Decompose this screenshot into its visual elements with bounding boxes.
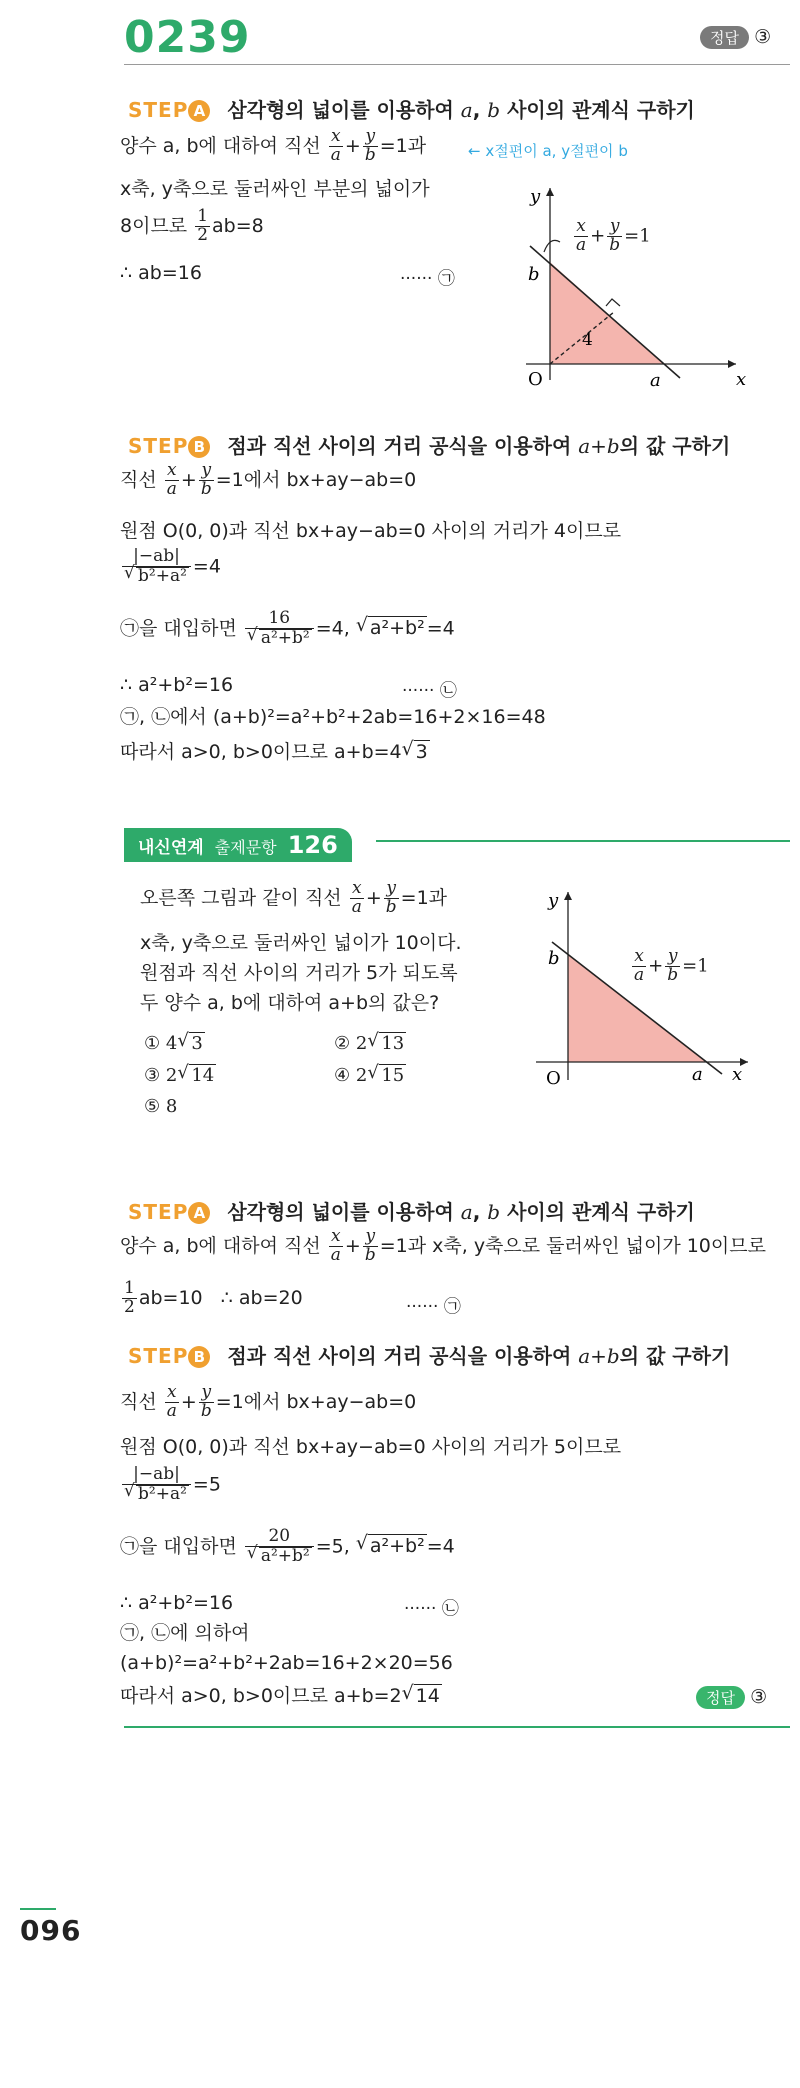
step-tag: STEP <box>128 98 189 122</box>
q-line3: 원점과 직선 사이의 거리가 5가 되도록 <box>140 962 458 984</box>
arrow-left-icon: ← <box>468 142 481 160</box>
choice-coef: 2 <box>355 1033 368 1054</box>
p2-b-line1 <box>120 1384 416 1421</box>
step-title-sep: , <box>472 1200 481 1224</box>
marker-1: ······ ㉠ <box>406 1297 461 1317</box>
p1-b-line4 <box>120 610 455 648</box>
answer-badge <box>700 26 771 49</box>
p1-b-line1 <box>120 462 416 499</box>
step-letter-a: A <box>188 100 210 122</box>
p2-b-line5: ∴ a²+b²=16 <box>120 1592 234 1614</box>
x-axis-label: x <box>732 1064 743 1085</box>
fraction-y-over-b: $\frac{y}{b}$ <box>609 216 621 255</box>
fraction-y-over-b: $\frac{y}{b}$ <box>667 946 679 985</box>
fraction-x-over-a: $\frac{x}{a}$ <box>576 216 587 255</box>
part1-step-b-title <box>128 430 730 459</box>
choice-num: ① <box>144 1033 161 1054</box>
step-title-text: 의 값 구하기 <box>619 1344 731 1368</box>
linked-rule <box>376 840 790 842</box>
plus: + <box>590 225 606 247</box>
choice-num: ④ <box>334 1065 351 1086</box>
p1-a-line2: x축, y축으로 둘러싸인 부분의 넓이가 <box>120 178 430 200</box>
choice-1[interactable] <box>144 1032 205 1054</box>
sqrt-expression: √ 3 <box>402 740 430 764</box>
answer-label: 정답 <box>700 26 749 49</box>
step-letter-b: B <box>188 436 210 458</box>
text: ㉠을 대입하면 <box>120 617 237 640</box>
p1-b-line7 <box>120 740 430 764</box>
text: =1과 <box>379 134 427 157</box>
q-line4: 두 양수 a, b에 대하여 a+b의 값은? <box>140 992 440 1014</box>
figure-1-graph <box>504 180 754 410</box>
x-axis-arrow <box>728 360 736 368</box>
part2-step-a-title <box>128 1196 695 1225</box>
text: =5, <box>315 1535 350 1558</box>
fraction-one-half: $\frac{1}{2}$ <box>124 1278 135 1317</box>
step-title-text: 삼각형의 넓이를 이용하여 <box>227 98 454 122</box>
y-axis-label: y <box>530 186 541 207</box>
text: =4, <box>315 617 350 640</box>
figure-2-graph <box>522 886 762 1086</box>
header-rule <box>124 64 790 65</box>
text: =1 <box>682 955 709 977</box>
text: =5 <box>192 1473 221 1496</box>
p2-a-line2 <box>120 1280 303 1317</box>
part1-step-a-title <box>128 94 695 123</box>
p2-b-line7: (a+b)²=a²+b²+2ab=16+2×20=56 <box>120 1652 453 1674</box>
choice-sqrt: √ 14 <box>177 1064 216 1086</box>
p2-b-line3 <box>120 1466 221 1504</box>
answer-label: 정답 <box>696 1686 745 1709</box>
step-title-text: 점과 직선 사이의 거리 공식을 이용하여 <box>227 434 572 458</box>
fraction-y-over-b: $\frac{y}{b}$ <box>364 1226 376 1265</box>
text: 오른쪽 그림과 같이 직선 <box>140 886 342 909</box>
fraction-distance: |−ab| √ b²+a² <box>122 1466 191 1504</box>
p1-a-line1 <box>120 128 426 165</box>
problem-number: 0239 <box>124 12 251 63</box>
intercept-annotation <box>468 140 628 161</box>
b-intercept-label: b <box>548 948 560 969</box>
choice-coef: 4 <box>165 1033 178 1054</box>
x-axis-label: x <box>736 369 747 390</box>
q-line2: x축, y축으로 둘러싸인 넓이가 10이다. <box>140 932 462 954</box>
text: =4 <box>192 555 221 578</box>
fraction-y-over-b: $\frac{y}{b}$ <box>385 878 397 917</box>
sqrt-expression: √ a²+b² <box>356 1534 427 1558</box>
figure-2-equation <box>630 948 709 985</box>
plus: + <box>648 955 664 977</box>
part2-step-b-title <box>128 1340 730 1369</box>
fraction-substituted: 20 √ a²+b² <box>245 1528 314 1566</box>
fraction-y-over-b: $\frac{y}{b}$ <box>200 1382 212 1421</box>
step-title-text: 사이의 관계식 구하기 <box>507 98 695 122</box>
fraction-x-over-a: $\frac{x}{a}$ <box>634 946 645 985</box>
step-title-expr: a+b <box>578 434 620 458</box>
text: 8이므로 <box>120 214 188 237</box>
choice-num: ② <box>334 1033 351 1054</box>
banner-label: 출제문항 <box>214 838 277 857</box>
text: =4 <box>426 1535 455 1558</box>
choice-coef: 2 <box>165 1065 178 1086</box>
sqrt-expression: √ 14 <box>402 1684 442 1708</box>
step-letter-a: A <box>188 1202 210 1224</box>
p2-b-line4 <box>120 1528 455 1566</box>
choice-2[interactable] <box>334 1032 406 1054</box>
p1-b-line3 <box>120 548 221 586</box>
fraction-y-over-b: $\frac{y}{b}$ <box>200 460 212 499</box>
page-number: 096 <box>20 1914 82 1947</box>
p1-a-line4: ∴ ab=16 <box>120 262 202 284</box>
q-line1 <box>140 880 447 917</box>
plus: + <box>365 886 382 909</box>
answer-badge-bottom <box>696 1686 767 1709</box>
text: 따라서 a>0, b>0이므로 a+b=2 <box>120 1685 402 1707</box>
step-title-var: a <box>460 1200 473 1224</box>
step-tag: STEP <box>128 1200 189 1224</box>
step-title-var: b <box>487 1200 501 1224</box>
origin-label: O <box>546 1068 561 1086</box>
b-intercept-label: b <box>528 264 540 285</box>
fraction-substituted: 16 √ a²+b² <box>245 610 314 648</box>
fraction-x-over-a: $\frac{x}{a}$ <box>351 878 362 917</box>
p2-b-line2: 원점 O(0, 0)과 직선 bx+ay−ab=0 사이의 거리가 5이므로 <box>120 1436 622 1458</box>
right-angle-mark <box>606 299 620 306</box>
choice-coef: 8 <box>165 1096 178 1117</box>
text: ab=8 <box>212 214 264 237</box>
answer-value: ③ <box>750 1686 768 1708</box>
a-intercept-label: a <box>650 370 661 391</box>
step-tag: STEP <box>128 1344 189 1368</box>
step-title-var: b <box>487 98 501 122</box>
text: =1 <box>624 225 651 247</box>
banner-number: 126 <box>287 831 338 859</box>
step-title-sep: , <box>472 98 481 122</box>
text: 양수 a, b에 대하여 직선 <box>120 1234 321 1257</box>
marker-2: ······ ㉡ <box>404 1599 459 1619</box>
step-tag: STEP <box>128 434 189 458</box>
marker-2: ······ ㉡ <box>402 681 457 701</box>
a-intercept-label: a <box>692 1064 703 1085</box>
marker-1: ······ ㉠ <box>400 269 455 289</box>
choice-4[interactable] <box>334 1064 406 1086</box>
y-axis-label: y <box>548 890 559 911</box>
text: =4 <box>426 617 455 640</box>
p1-b-line2: 원점 O(0, 0)과 직선 bx+ay−ab=0 사이의 거리가 4이므로 <box>120 520 622 542</box>
plus: + <box>344 1234 361 1257</box>
fraction-one-half: $\frac{1}{2}$ <box>197 206 209 245</box>
y-axis-arrow <box>564 892 572 900</box>
p1-a-line3 <box>120 208 264 245</box>
choice-3[interactable] <box>144 1064 216 1086</box>
text: =1에서 bx+ay−ab=0 <box>215 1390 417 1413</box>
text: 양수 a, b에 대하여 직선 <box>120 134 321 157</box>
p1-b-line6: ㉠, ㉡에서 (a+b)²=a²+b²+2ab=16+2×16=48 <box>120 706 546 728</box>
p2-a-line1 <box>120 1228 766 1265</box>
fraction-x-over-a: $\frac{x}{a}$ <box>330 126 341 165</box>
p1-b-line5: ∴ a²+b²=16 <box>120 674 234 696</box>
p2-b-line6: ㉠, ㉡에 의하여 <box>120 1622 250 1644</box>
step-title-var: a <box>460 98 473 122</box>
origin-label: O <box>528 369 543 390</box>
text: ab=10 ∴ ab=20 <box>138 1286 303 1309</box>
text: 직선 <box>120 468 157 491</box>
step-title-text: 점과 직선 사이의 거리 공식을 이용하여 <box>227 1344 572 1368</box>
banner-prefix: 내신연계 <box>138 838 204 858</box>
text: =1과 <box>400 886 448 909</box>
linked-banner <box>124 828 352 862</box>
text: 직선 <box>120 1390 157 1413</box>
fraction-x-over-a: $\frac{x}{a}$ <box>166 1382 177 1421</box>
annotation-text: x절편이 a, y절편이 b <box>485 142 628 160</box>
fraction-distance: |−ab| √ b²+a² <box>122 548 191 586</box>
bottom-rule <box>124 1726 790 1728</box>
answer-value: ③ <box>754 26 772 48</box>
text: =1에서 bx+ay−ab=0 <box>215 468 417 491</box>
choice-sqrt: √ 13 <box>367 1032 406 1054</box>
step-title-text: 삼각형의 넓이를 이용하여 <box>227 1200 454 1224</box>
choice-num: ⑤ <box>144 1096 161 1117</box>
choice-sqrt: √ 15 <box>367 1064 406 1086</box>
text: =1과 x축, y축으로 둘러싸인 넓이가 10이므로 <box>379 1234 766 1257</box>
sqrt-expression: √ a²+b² <box>356 616 427 640</box>
fraction-x-over-a: $\frac{x}{a}$ <box>166 460 177 499</box>
plus: + <box>344 134 361 157</box>
page-number-accent <box>20 1908 56 1910</box>
step-letter-b: B <box>188 1346 210 1368</box>
choice-num: ③ <box>144 1065 161 1086</box>
plus: + <box>180 468 197 491</box>
figure-1-equation <box>572 218 651 255</box>
choice-sqrt: √ 3 <box>177 1032 204 1054</box>
label-arrow <box>544 240 560 252</box>
step-title-expr: a+b <box>578 1344 620 1368</box>
choice-coef: 2 <box>355 1065 368 1086</box>
step-title-text: 의 값 구하기 <box>619 434 731 458</box>
plus: + <box>180 1390 197 1413</box>
fraction-y-over-b: $\frac{y}{b}$ <box>364 126 376 165</box>
choice-5[interactable] <box>144 1096 177 1117</box>
dist-label: 4 <box>582 330 593 350</box>
step-title-text: 사이의 관계식 구하기 <box>507 1200 695 1224</box>
fraction-x-over-a: $\frac{x}{a}$ <box>330 1226 341 1265</box>
p2-b-line8 <box>120 1684 442 1708</box>
text: 따라서 a>0, b>0이므로 a+b=4 <box>120 741 402 763</box>
text: ㉠을 대입하면 <box>120 1535 237 1558</box>
y-axis-arrow <box>546 188 554 196</box>
